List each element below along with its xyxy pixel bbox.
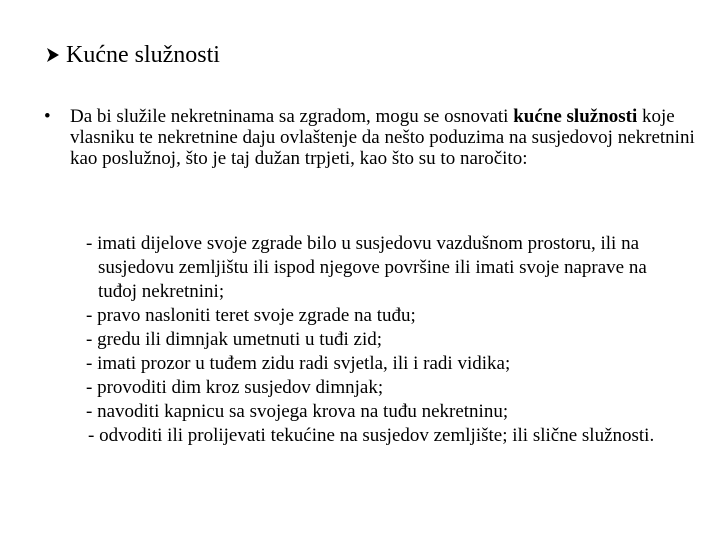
list-item: - navoditi kapnicu sa svojega krova na tuđu nekretninu; [86,401,509,422]
bullet-marker: • [44,106,51,127]
intro-paragraph [44,106,704,169]
list-item: - imati prozor u tuđem zidu radi svjetla, ili i radi vidika; [86,353,511,374]
list-item: - odvoditi ili prolijevati tekućine na susjedov zemljište; ili slične služnosti. [88,425,655,446]
list-item: - gredu ili dimnjak umetnuti u tuđi zid; [86,329,383,350]
list-item: - pravo nasloniti teret svoje zgrade na tuđu; [86,305,416,326]
list-item: - imati dijelove svoje zgrade bilo u susjedovu vazdušnom prostoru, ili na susjedovu zemljištu ili ispod njegove površine ili imati svoje naprave na tuđoj nekretnini; [86,233,647,302]
slide-title [46,40,220,70]
list-item: - provoditi dim kroz susjedov dimnjak; [86,377,384,398]
intro-text-after: koje vlasniku te nekretnine daju ovlaštenje da nešto poduzima na susjedovoj nekretnini kao poslužnoj, što je taj dužan trpjeti, kao što su to naročito: [70,106,695,169]
arrow-bullet-icon [46,47,60,63]
intro-text-before: Da bi služile nekretninama sa zgradom, mogu se osnovati [70,106,514,127]
intro-text [70,106,704,169]
servitude-list [86,232,686,448]
intro-bold-term: kućne služnosti [513,106,638,127]
slide-title-text: Kućne služnosti [66,42,220,68]
